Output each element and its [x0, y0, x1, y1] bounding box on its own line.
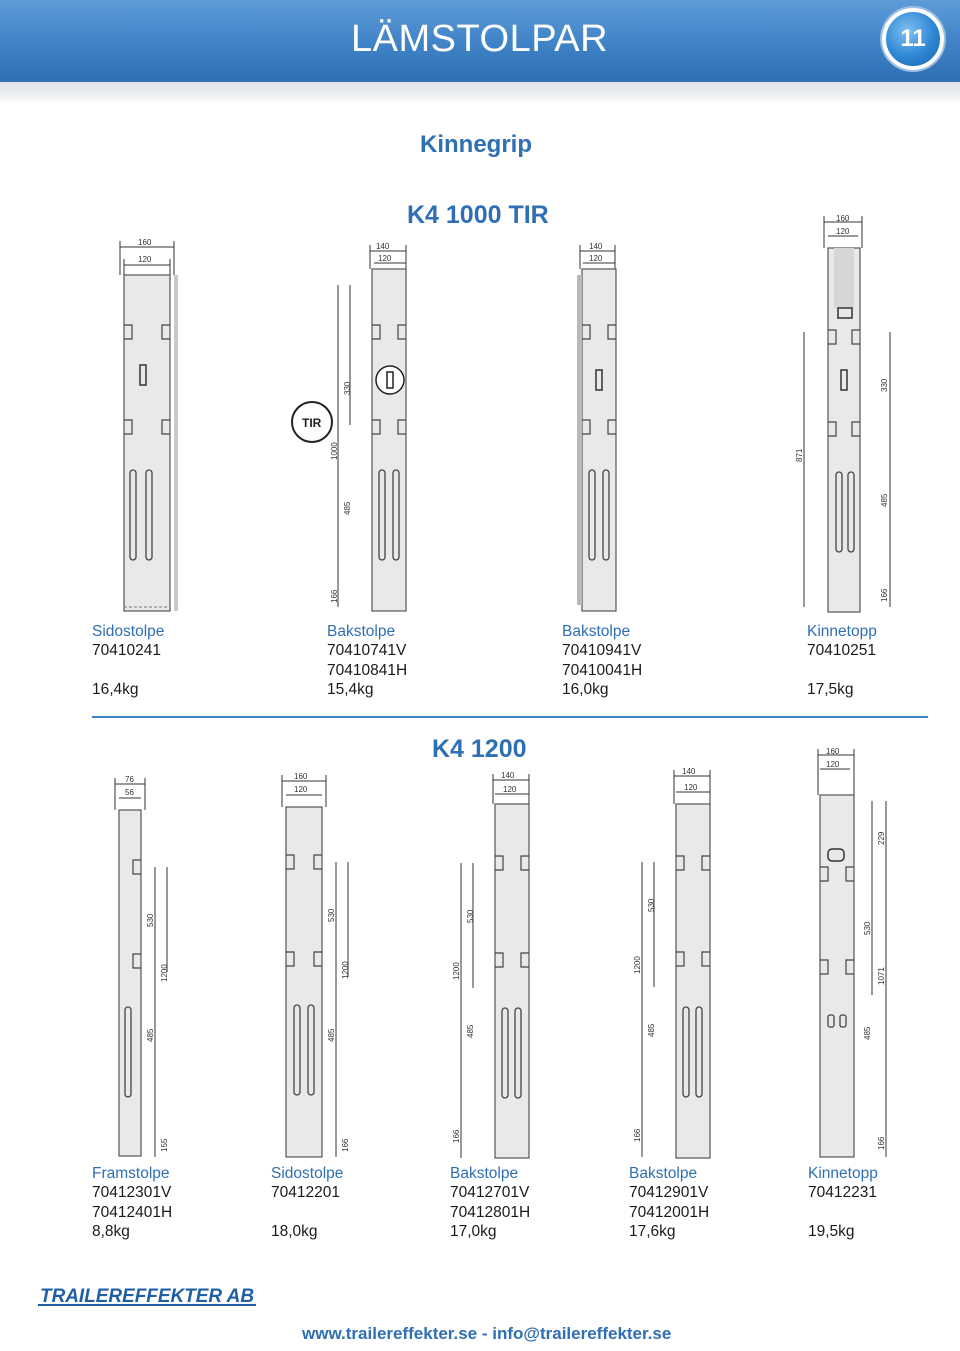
drawing-bakstolpe-k4-1000-a — [290, 235, 420, 620]
article-number: 70412001H — [629, 1203, 710, 1221]
dim-label: 140 — [501, 771, 515, 780]
dim-label: 485 — [466, 1024, 475, 1038]
section-title-kinnegrip: Kinnegrip — [420, 131, 532, 158]
article-number: 70412701V — [450, 1184, 530, 1202]
drawing-kinnetopp-k4-1200 — [800, 745, 900, 1162]
product-name: Sidostolpe — [271, 1165, 344, 1182]
article-number: 70410841H — [327, 661, 408, 679]
product-name: Sidostolpe — [92, 623, 165, 640]
dim-label: 1200 — [452, 962, 461, 980]
product-weight: 19,5kg — [808, 1222, 855, 1240]
dim-label: 530 — [647, 898, 656, 912]
drawing-sidostolpe-k4-1200 — [268, 767, 368, 1162]
article-number: 70412301V — [92, 1184, 172, 1202]
article-number: 70410241 — [92, 642, 161, 660]
product-caption — [807, 622, 877, 699]
product-weight: 16,4kg — [92, 680, 139, 698]
product-caption — [808, 1164, 878, 1241]
dim-label: 166 — [330, 589, 339, 603]
dim-label: 530 — [863, 921, 872, 935]
drawing-sidostolpe-k4-1000 — [100, 235, 210, 620]
article-number: 70412801H — [450, 1203, 531, 1221]
dim-label: 140 — [589, 242, 603, 251]
dim-label: 229 — [877, 831, 886, 845]
product-weight: 17,0kg — [450, 1222, 497, 1240]
article-number: 70410041H — [562, 661, 643, 679]
page-number-badge — [882, 8, 944, 70]
product-caption — [271, 1164, 343, 1241]
dim-label: 120 — [294, 785, 308, 794]
logo-text: TRAILEREFFEKTER AB — [40, 1286, 255, 1307]
dim-label: 485 — [343, 501, 352, 515]
dim-label: 1200 — [341, 961, 350, 979]
article-number — [807, 661, 877, 680]
drawing-kinnetopp-k4-1000 — [790, 212, 900, 620]
product-caption — [327, 622, 407, 699]
product-weight: 17,6kg — [629, 1222, 676, 1240]
article-number: 70410251 — [807, 642, 876, 660]
dim-label: 1071 — [877, 967, 886, 985]
dim-label: 160 — [826, 747, 840, 756]
drawing-bakstolpe-k4-1200-a — [445, 768, 535, 1162]
product-name: Bakstolpe — [450, 1165, 519, 1182]
dim-label: 166 — [877, 1136, 886, 1150]
dim-label: 120 — [138, 255, 152, 264]
drawing-framstolpe-k4-1200 — [105, 772, 185, 1162]
page-title: LÄMSTOLPAR — [351, 18, 609, 60]
article-number: 70412901V — [629, 1184, 709, 1202]
dim-label: 485 — [880, 493, 889, 507]
dim-label: 485 — [863, 1026, 872, 1040]
dim-label: 530 — [327, 908, 336, 922]
article-number — [271, 1203, 343, 1222]
product-weight: 15,4kg — [327, 680, 374, 698]
product-caption — [629, 1164, 709, 1241]
product-caption — [562, 622, 642, 699]
dim-label: 330 — [880, 378, 889, 392]
product-caption — [92, 1164, 172, 1241]
product-name: Kinnetopp — [808, 1165, 878, 1182]
article-number — [92, 661, 164, 680]
product-weight: 18,0kg — [271, 1222, 318, 1240]
article-number: 70410941V — [562, 642, 642, 660]
dim-label: 1200 — [160, 964, 169, 982]
dim-label: 530 — [146, 913, 155, 927]
header-divider — [0, 82, 960, 104]
dim-label: 485 — [647, 1023, 656, 1037]
group-title-k4-1200: K4 1200 — [432, 735, 527, 763]
dim-label: 166 — [880, 588, 889, 602]
dim-label: 76 — [125, 775, 134, 784]
product-weight: 16,0kg — [562, 680, 609, 698]
dim-label: 160 — [138, 238, 152, 247]
dim-label: 160 — [294, 772, 308, 781]
product-caption — [92, 622, 164, 699]
dim-label: 485 — [327, 1028, 336, 1042]
article-number: 70412231 — [808, 1184, 877, 1202]
group-title-k4-1000: K4 1000 TIR — [407, 201, 549, 229]
dim-label: 166 — [341, 1138, 350, 1152]
dim-label: 1200 — [633, 956, 642, 974]
dim-label: 120 — [589, 254, 603, 263]
dim-label: 120 — [378, 254, 392, 263]
article-number — [808, 1203, 878, 1222]
dim-label: 1000 — [330, 442, 339, 460]
product-name: Bakstolpe — [562, 623, 631, 640]
dim-label: 120 — [503, 785, 517, 794]
product-name: Framstolpe — [92, 1165, 170, 1182]
dim-label: 166 — [633, 1128, 642, 1142]
dim-label: 166 — [452, 1129, 461, 1143]
dim-label: 530 — [466, 909, 475, 923]
dim-label: 871 — [795, 448, 804, 462]
drawing-bakstolpe-k4-1200-b — [628, 762, 718, 1162]
dim-label: 330 — [343, 381, 352, 395]
dim-label: 140 — [682, 767, 696, 776]
company-logo — [36, 1284, 258, 1308]
dim-label: 485 — [146, 1028, 155, 1042]
dim-label: 140 — [376, 242, 390, 251]
product-weight: 17,5kg — [807, 680, 854, 698]
product-caption — [450, 1164, 530, 1241]
section-divider — [92, 716, 928, 718]
page-number: 11 — [900, 25, 926, 52]
dim-label: 120 — [684, 783, 698, 792]
dim-label: 120 — [826, 760, 840, 769]
product-name: Bakstolpe — [629, 1165, 698, 1182]
product-name: Kinnetopp — [807, 623, 877, 640]
dim-label: 155 — [160, 1138, 169, 1152]
article-number: 70412201 — [271, 1184, 340, 1202]
article-number: 70410741V — [327, 642, 407, 660]
product-weight: 8,8kg — [92, 1222, 130, 1240]
dim-label: 120 — [836, 227, 850, 236]
article-number: 70412401H — [92, 1203, 173, 1221]
tir-badge: TIR — [302, 416, 322, 430]
dim-label: 56 — [125, 788, 134, 797]
drawing-bakstolpe-k4-1000-b — [565, 235, 655, 620]
footer-contact: www.trailereffekter.se - info@trailereffekter.se — [302, 1324, 672, 1343]
dim-label: 160 — [836, 214, 850, 223]
product-name: Bakstolpe — [327, 623, 396, 640]
